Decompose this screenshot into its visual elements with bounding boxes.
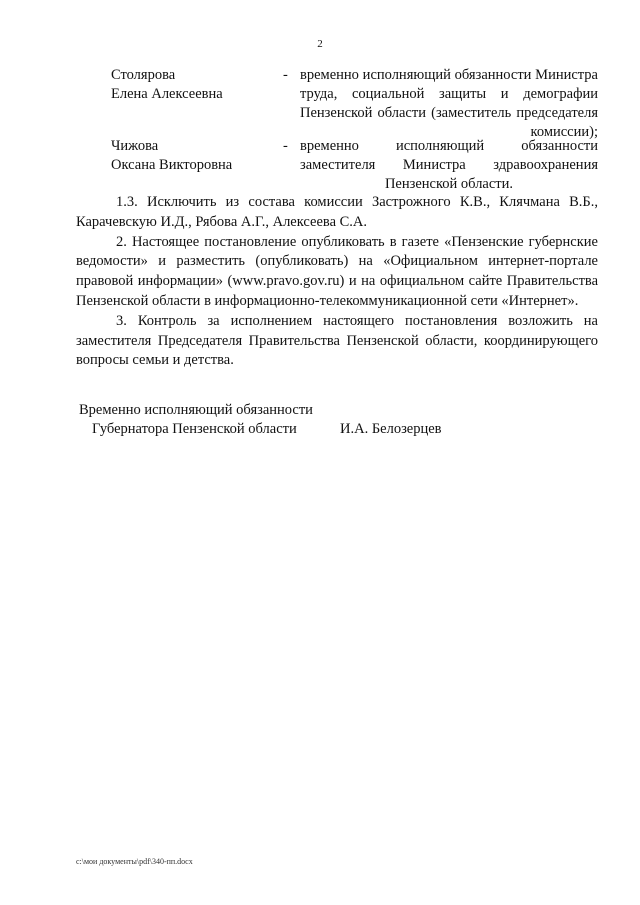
signatory-position-line2: Губернатора Пензенской области (92, 421, 297, 437)
member-given-names: Елена Алексеевна (111, 86, 223, 102)
signatory-position-line1: Временно исполняющий обязанности (79, 402, 313, 418)
paragraph-exclude-members: 1.3. Исключить из состава комиссии Застрожного К.В., Клячмана В.Б., Карачевскую И.Д., Рябова А.Г., Алексеева С.А. (76, 194, 598, 230)
paragraph-publication: 2. Настоящее постановление опубликовать в газете «Пензенские губернские ведомости» и разместить (опубликовать) на «Официальном интернет-портале правовой информации» (www.pravo.gov.ru) и на официальном сайте Правительства Пензенской области в информационно-телекоммуникационной сети «Интернет». (76, 233, 598, 309)
signatory-name: И.А. Белозерцев (340, 421, 442, 437)
member-given-names: Оксана Викторовна (111, 157, 233, 173)
member-role: временно исполняющий обязанности заместителя Министра здравоохранения Пензенской области. (300, 138, 598, 192)
resolution-body (76, 193, 598, 371)
member-surname: Столярова (111, 67, 176, 83)
footer-file-path: c:\мои документы\pdf\340-пп.docx (76, 857, 193, 866)
member-name (111, 66, 276, 104)
member-dash: - (283, 138, 288, 154)
page-number: 2 (317, 38, 323, 50)
member-name (111, 137, 276, 175)
paragraph-control: 3. Контроль за исполнением настоящего постановления возложить на заместителя Председателя Правительства Пензенской области, координирующего вопросы семьи и детства. (76, 312, 598, 369)
member-dash: - (283, 67, 288, 83)
member-role: временно исполняющий обязанности Министра труда, социальной защиты и демографии Пензенской области (заместитель председателя комиссии); (300, 67, 598, 140)
member-surname: Чижова (111, 138, 159, 154)
